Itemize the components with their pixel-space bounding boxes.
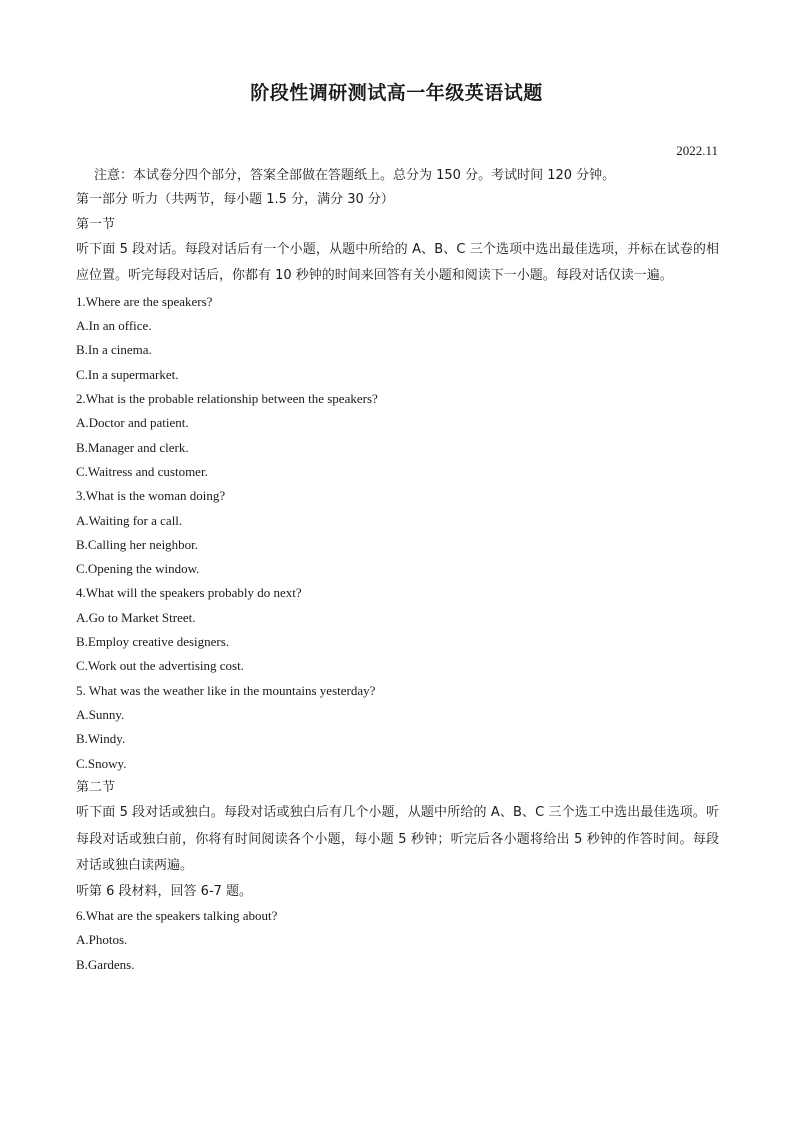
option-a: A.Go to Market Street. — [76, 609, 196, 625]
section1-instructions: 听下面 5 段对话。每段对话后有一个小题，从题中所给的 A、B、C 三个选项中选出最佳选项，并标在试卷的相应位置。听完每段对话后，你都有 10 秒钟的时间来回答有关小题和阅读下一小题。每段对话仅读一遍。 — [76, 241, 719, 284]
question-stem: 1.Where are the speakers? — [76, 293, 213, 309]
option-a: A.Photos. — [76, 932, 128, 948]
option-c: C.Work out the advertising cost. — [76, 658, 244, 674]
notice-text: 注意：本试卷分四个部分，答案全部做在答题纸上。总分为 150 分。考试时间 120 分钟。 — [94, 168, 616, 183]
option-a: A.Sunny. — [76, 706, 125, 722]
question-6 — [76, 904, 719, 977]
option-b: B.Employ creative designers. — [76, 634, 230, 650]
exam-body — [76, 164, 719, 977]
option-b: B.Calling her neighbor. — [76, 536, 199, 552]
question-stem: 2.What is the probable relationship between the speakers? — [76, 391, 378, 407]
question-1 — [76, 290, 719, 387]
material-note: 听第 6 段材料，回答 6-7 题。 — [76, 883, 253, 899]
option-c: C.Waitress and customer. — [76, 463, 208, 479]
page-title: 阶段性调研测试高一年级英语试题 — [250, 82, 543, 104]
section2-instructions: 听下面 5 段对话或独白。每段对话或独白后有几个小题，从题中所给的 A、B、C 三个选工中选出最佳选项。听每段对话或独白前，你将有时间阅读各个小题，每小题 5 秒钟；听完后各小题将给出 5 秒钟的作答时间。每段对话或独白读两遍。 — [76, 805, 719, 874]
question-4 — [76, 581, 719, 678]
question-3 — [76, 484, 719, 581]
option-a: A.In an office. — [76, 318, 152, 334]
option-a: A.Waiting for a call. — [76, 512, 183, 528]
question-stem: 4.What will the speakers probably do next? — [76, 585, 302, 601]
question-2 — [76, 387, 719, 484]
section1-heading: 第一节 — [76, 216, 116, 232]
part1-heading: 第一部分 听力（共两节，每小题 1.5 分，满分 30 分） — [76, 192, 394, 208]
option-a: A.Doctor and patient. — [76, 415, 189, 431]
option-b: B.Windy. — [76, 731, 126, 747]
section2-heading: 第二节 — [76, 779, 116, 795]
question-stem: 5. What was the weather like in the mountains yesterday? — [76, 682, 376, 698]
option-c: C.In a supermarket. — [76, 366, 179, 382]
exam-date: 2022.11 — [676, 143, 718, 158]
question-stem: 6.What are the speakers talking about? — [76, 907, 278, 923]
option-c: C.Snowy. — [76, 755, 127, 771]
option-b: B.Gardens. — [76, 956, 135, 972]
question-5 — [76, 679, 719, 776]
option-c: C.Opening the window. — [76, 561, 200, 577]
option-b: B.In a cinema. — [76, 342, 152, 358]
option-b: B.Manager and clerk. — [76, 439, 189, 455]
question-stem: 3.What is the woman doing? — [76, 488, 226, 504]
